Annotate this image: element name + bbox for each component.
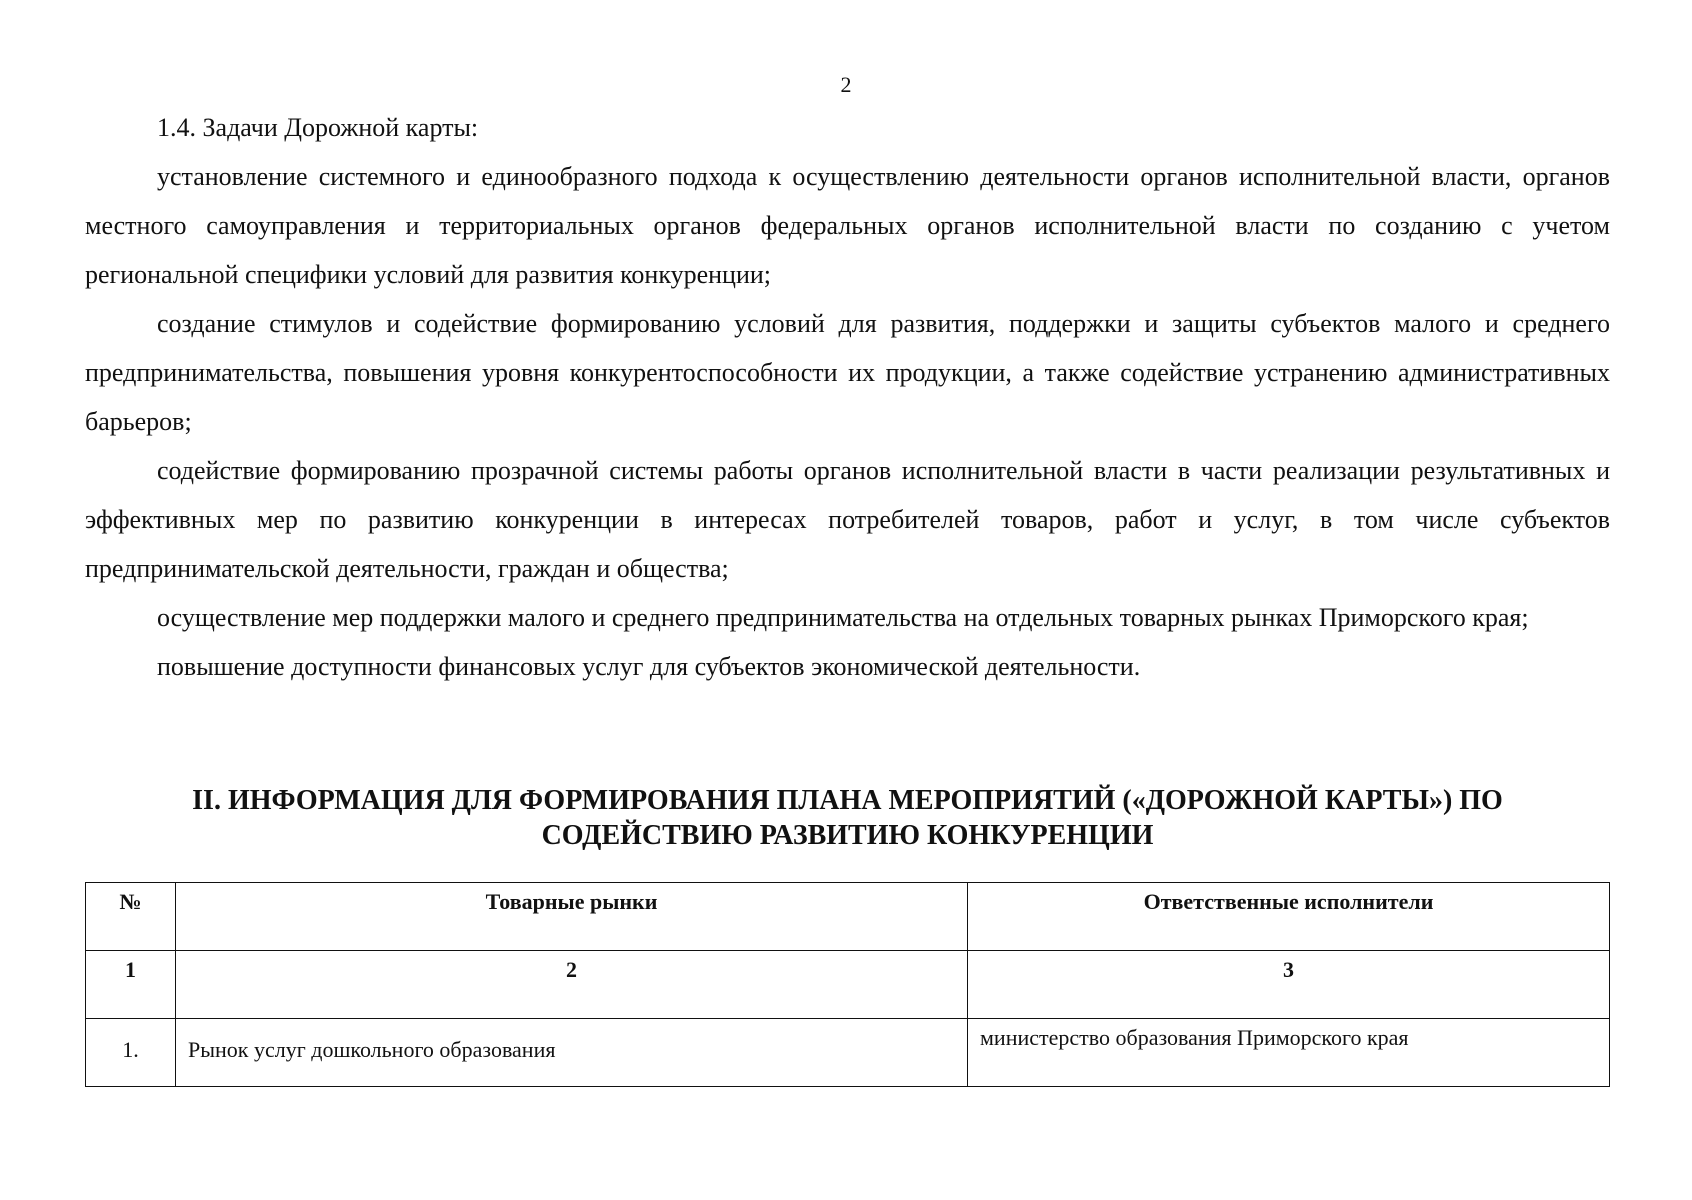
row-market: Рынок услуг дошкольного образования [176,1019,968,1087]
row-executor: министерство образования Приморского края [968,1019,1610,1087]
header-number: № [86,883,176,951]
table-header-row [86,883,1610,951]
column-number: 3 [968,951,1610,1019]
tasks-text-block [85,103,1610,691]
column-numbers-row [86,951,1610,1019]
header-executors: Ответственные исполнители [968,883,1610,951]
table-row [86,1019,1610,1087]
column-number: 1 [86,951,176,1019]
row-number: 1. [86,1019,176,1087]
column-number: 2 [176,951,968,1019]
task-paragraph: создание стимулов и содействие формированию условий для развития, поддержки и защиты субъектов малого и среднего предпринимательства, повышения уровня конкурентоспособности их продукции, а также содействие устранению административных барьеров; [85,309,1610,436]
task-paragraph: осуществление мер поддержки малого и среднего предпринимательства на отдельных товарных рынках Приморского края; [157,603,1529,632]
section-title-line-1: II. ИНФОРМАЦИЯ ДЛЯ ФОРМИРОВАНИЯ ПЛАНА МЕРОПРИЯТИЙ («ДОРОЖНОЙ КАРТЫ») ПО [192,785,1503,816]
section-title-line-2: СОДЕЙСТВИЮ РАЗВИТИЮ КОНКУРЕНЦИИ [541,820,1154,851]
task-paragraph: содействие формированию прозрачной системы работы органов исполнительной власти в части реализации результативных и эффективных мер по развитию конкуренции в интересах потребителей товаров, работ и услуг, в том числе субъектов предпринимательской деятельности, граждан и общества; [85,456,1610,583]
task-paragraph: повышение доступности финансовых услуг для субъектов экономической деятельности. [157,652,1141,681]
header-markets: Товарные рынки [176,883,968,951]
tasks-heading: 1.4. Задачи Дорожной карты: [157,113,479,142]
task-paragraph: установление системного и единообразного подхода к осуществлению деятельности органов исполнительной власти, органов местного самоуправления и территориальных органов федеральных органов исполнительной власти по созданию с учетом региональной специфики условий для развития конкуренции; [85,162,1610,289]
page-number: 2 [840,72,852,97]
section-title [85,783,1610,853]
markets-table [85,882,1610,1087]
